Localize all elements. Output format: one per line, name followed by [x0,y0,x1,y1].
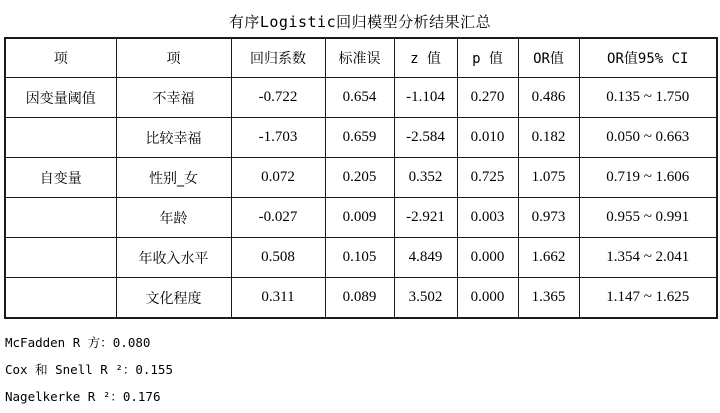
cell-std-error: 0.009 [325,198,394,238]
cell-group [5,278,116,319]
cell-or-value: 1.662 [518,238,579,278]
cell-or-ci: 0.050 ~ 0.663 [579,118,717,158]
cell-coefficient: -1.703 [231,118,325,158]
cell-or-ci: 0.955 ~ 0.991 [579,198,717,238]
cell-z-value: 4.849 [394,238,457,278]
cell-item: 年收入水平 [116,238,231,278]
cell-group [5,198,116,238]
cell-z-value: -1.104 [394,78,457,118]
cell-or-value: 1.365 [518,278,579,319]
header-p-value: p 值 [457,38,518,78]
footnote-cox-snell: Cox 和 Snell R ²：0.155 [5,362,173,377]
header-row [5,38,717,78]
model-fit-footnotes [5,329,720,410]
header-std-error: 标准误 [325,38,394,78]
regression-results-table [4,37,718,319]
table-row [5,78,717,118]
cell-std-error: 0.089 [325,278,394,319]
cell-z-value: 3.502 [394,278,457,319]
cell-or-value: 0.486 [518,78,579,118]
cell-coefficient: -0.722 [231,78,325,118]
cell-std-error: 0.659 [325,118,394,158]
header-z-value: z 值 [394,38,457,78]
cell-p-value: 0.003 [457,198,518,238]
table-row [5,118,717,158]
cell-z-value: 0.352 [394,158,457,198]
table-body [5,78,717,319]
cell-std-error: 0.654 [325,78,394,118]
cell-group: 自变量 [5,158,116,198]
cell-or-value: 0.973 [518,198,579,238]
cell-p-value: 0.270 [457,78,518,118]
cell-coefficient: 0.072 [231,158,325,198]
page-title: 有序Logistic回归模型分析结果汇总 [228,13,492,31]
header-item: 项 [116,38,231,78]
header-or-ci: OR值95% CI [579,38,717,78]
cell-p-value: 0.000 [457,278,518,319]
cell-coefficient: 0.311 [231,278,325,319]
cell-group [5,238,116,278]
cell-item: 不幸福 [116,78,231,118]
cell-coefficient: 0.508 [231,238,325,278]
cell-p-value: 0.010 [457,118,518,158]
cell-item: 性别_女 [116,158,231,198]
table-row [5,238,717,278]
cell-item: 年龄 [116,198,231,238]
table-row [5,198,717,238]
cell-item: 文化程度 [116,278,231,319]
table-row [5,278,717,319]
cell-p-value: 0.725 [457,158,518,198]
table-row [5,158,717,198]
cell-z-value: -2.921 [394,198,457,238]
cell-or-ci: 1.147 ~ 1.625 [579,278,717,319]
cell-z-value: -2.584 [394,118,457,158]
cell-or-ci: 0.135 ~ 1.750 [579,78,717,118]
cell-p-value: 0.000 [457,238,518,278]
header-coefficient: 回归系数 [231,38,325,78]
cell-or-value: 0.182 [518,118,579,158]
footnote-mcfadden: McFadden R 方：0.080 [5,335,151,350]
cell-group: 因变量阈值 [5,78,116,118]
header-or-value: OR值 [518,38,579,78]
cell-std-error: 0.105 [325,238,394,278]
cell-or-ci: 0.719 ~ 1.606 [579,158,717,198]
cell-coefficient: -0.027 [231,198,325,238]
header-group: 项 [5,38,116,78]
cell-group [5,118,116,158]
table-header [5,38,717,78]
cell-std-error: 0.205 [325,158,394,198]
cell-or-value: 1.075 [518,158,579,198]
cell-item: 比较幸福 [116,118,231,158]
cell-or-ci: 1.354 ~ 2.041 [579,238,717,278]
footnote-nagelkerke: Nagelkerke R ²：0.176 [5,389,161,404]
